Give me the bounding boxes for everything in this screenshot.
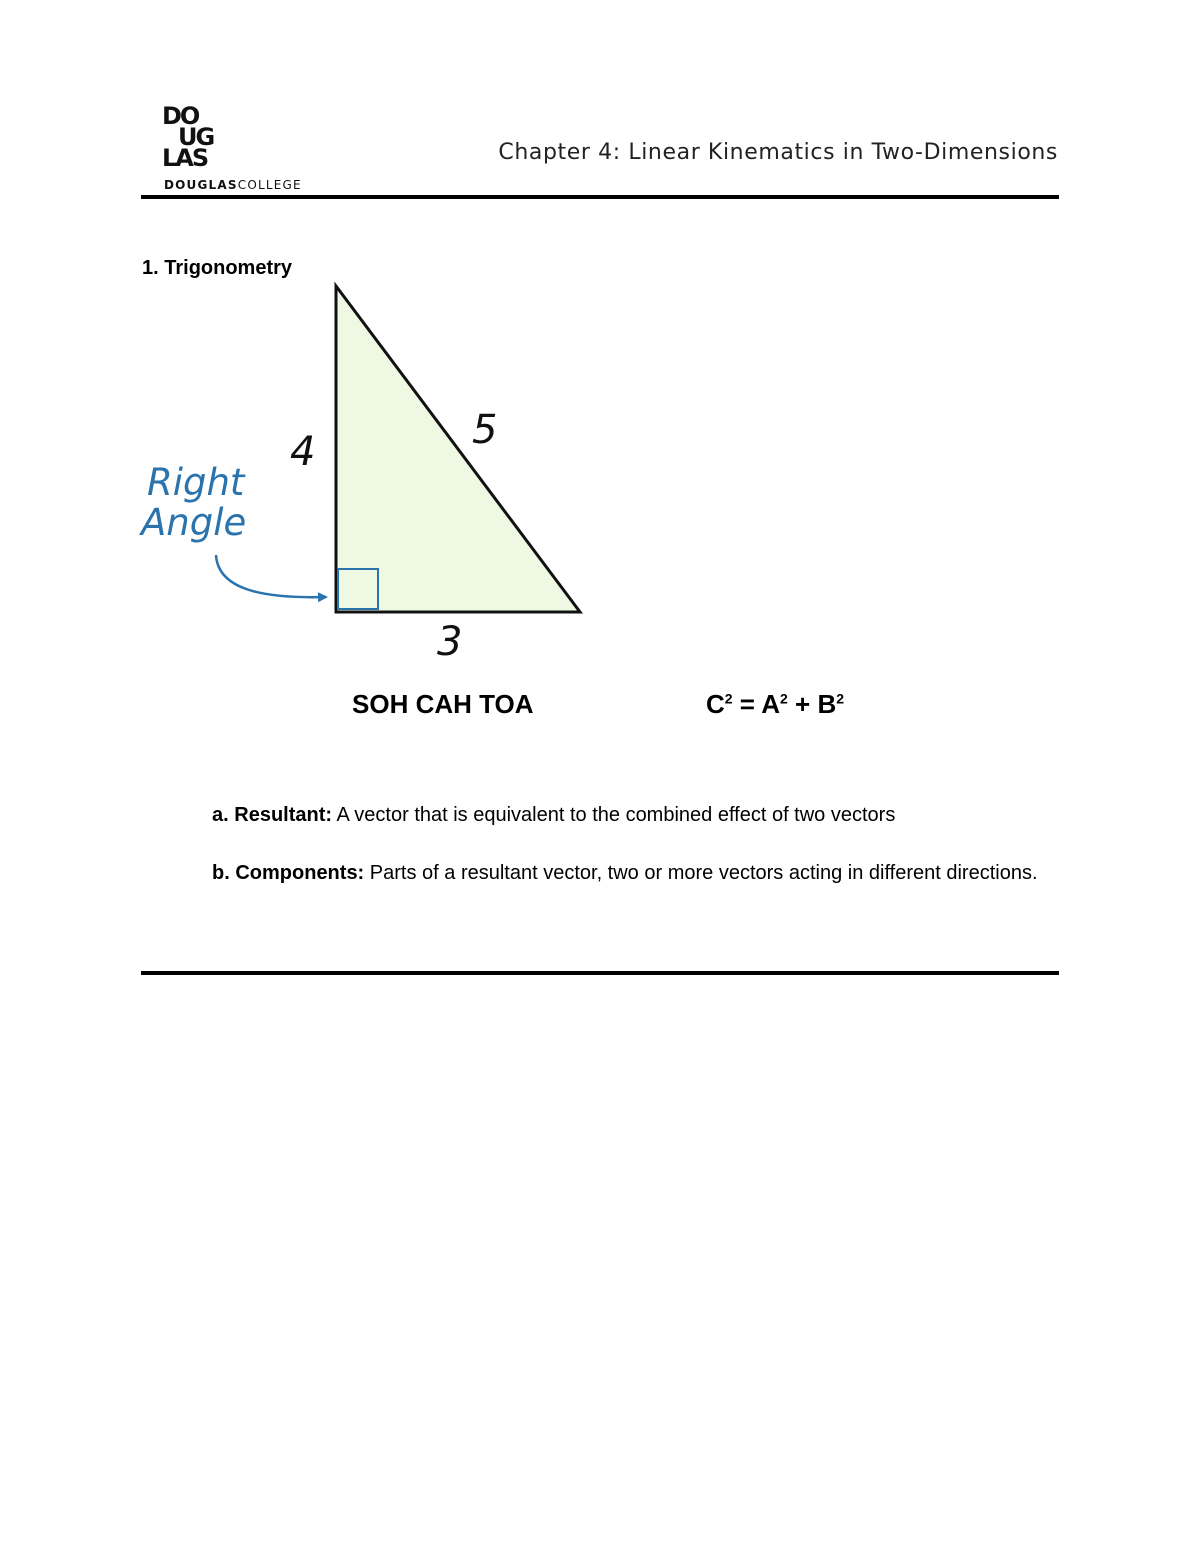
formula-c: C xyxy=(706,689,725,719)
definition-components-text: Parts of a resultant vector, two or more vectors acting in different directions. xyxy=(364,862,1038,884)
formula-b: B xyxy=(817,689,837,719)
definition-resultant-term: Resultant: xyxy=(234,804,333,826)
definition-resultant xyxy=(142,801,1042,829)
formula-a-exponent: 2 xyxy=(780,690,788,707)
right-angle-label-line-2: Angle xyxy=(141,501,247,544)
soh-cah-toa-mnemonic: SOH CAH TOA xyxy=(352,689,534,719)
definition-components xyxy=(142,859,1042,887)
formula-b-exponent: 2 xyxy=(836,690,845,707)
douglas-college-logo xyxy=(162,102,322,192)
pythagorean-formula xyxy=(706,689,844,720)
logo-mark xyxy=(162,102,214,172)
logo-wordmark-bold: DOUGLAS xyxy=(164,178,238,192)
right-triangle-diagram xyxy=(130,275,600,675)
logo-mark-line-2: UG xyxy=(178,123,214,151)
definition-resultant-letter: a. xyxy=(212,804,229,826)
logo-mark-line-1: DO xyxy=(162,102,199,130)
logo-mark-line-3: LAS xyxy=(162,144,208,172)
side-label-vertical: 4 xyxy=(290,429,316,475)
formula-plus: + xyxy=(787,689,818,719)
chapter-title: Chapter 4: Linear Kinematics in Two-Dimensions xyxy=(498,140,1058,165)
definition-components-letter: b. xyxy=(212,862,230,884)
right-angle-label-line-1: Right xyxy=(147,461,245,504)
triangle-shape xyxy=(336,286,580,612)
side-label-hypotenuse: 5 xyxy=(472,407,498,453)
section-end-rule xyxy=(141,971,1059,975)
formula-c-exponent: 2 xyxy=(724,690,733,707)
logo-wordmark xyxy=(164,178,302,192)
section-heading: 1. Trigonometry xyxy=(142,257,293,279)
definition-resultant-text: A vector that is equivalent to the combined effect of two vectors xyxy=(332,804,896,826)
definition-components-term: Components: xyxy=(235,862,365,884)
formula-a: A xyxy=(761,689,781,719)
header-rule xyxy=(141,195,1059,199)
side-label-horizontal: 3 xyxy=(437,619,463,665)
callout-arrow xyxy=(216,555,326,597)
formula-equals: = xyxy=(732,689,762,719)
logo-wordmark-regular: COLLEGE xyxy=(237,178,302,192)
